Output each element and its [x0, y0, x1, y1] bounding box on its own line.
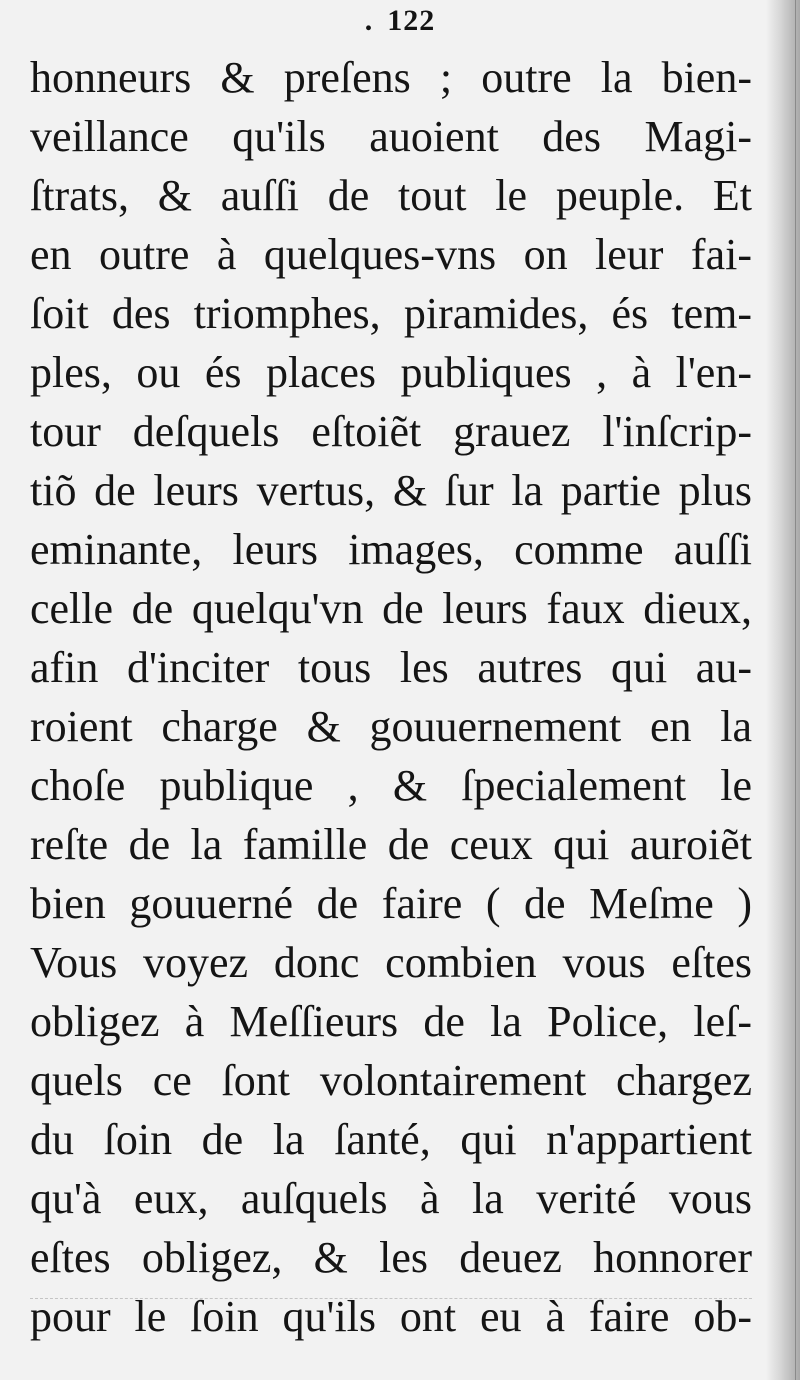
show-through-marks — [30, 1298, 752, 1307]
text-line: quels ce ſont volontairement chargez — [30, 1056, 752, 1105]
text-line: choſe publique , & ſpecialement le — [30, 761, 752, 810]
text-line: ples, ou és places publiques , à l'en- — [30, 348, 752, 397]
text-line: honneurs & preſens ; outre la bien- — [30, 53, 752, 102]
text-line: pour le ſoin qu'ils ont eu à faire ob- — [30, 1292, 752, 1341]
text-line: veillance qu'ils auoient des Magi- — [30, 112, 752, 161]
page-number-header — [0, 4, 800, 38]
text-line: reſte de la famille de ceux qui auroiẽt — [30, 820, 752, 869]
text-line: ſtrats, & auſſi de tout le peuple. Et — [30, 171, 752, 220]
text-line: en outre à quelques-vns on leur fai- — [30, 230, 752, 279]
page-number-mark: . — [364, 4, 374, 37]
text-line: obligez à Meſſieurs de la Police, leſ- — [30, 997, 752, 1046]
text-line: eſtes obligez, & les deuez honnorer — [30, 1233, 752, 1282]
text-line: bien gouuerné de faire ( de Meſme ) — [30, 879, 752, 928]
text-line: ſoit des triomphes, piramides, és tem- — [30, 289, 752, 338]
text-line: tour deſquels eſtoiẽt grauez l'inſcrip- — [30, 407, 752, 456]
text-line: du ſoin de la ſanté, qui n'appartient — [30, 1115, 752, 1164]
text-line: qu'à eux, auſquels à la verité vous — [30, 1174, 752, 1223]
page-edge-line — [795, 0, 796, 1380]
text-line: tiõ de leurs vertus, & ſur la partie plus — [30, 466, 752, 515]
page-number: 122 — [387, 4, 436, 37]
text-line: afin d'inciter tous les autres qui au- — [30, 643, 752, 692]
text-line: eminante, leurs images, comme auſſi — [30, 525, 752, 574]
text-line: Vous voyez donc combien vous eſtes — [30, 938, 752, 987]
body-text — [30, 48, 752, 1346]
text-line: celle de quelqu'vn de leurs faux dieux, — [30, 584, 752, 633]
text-line: roient charge & gouuernement en la — [30, 702, 752, 751]
